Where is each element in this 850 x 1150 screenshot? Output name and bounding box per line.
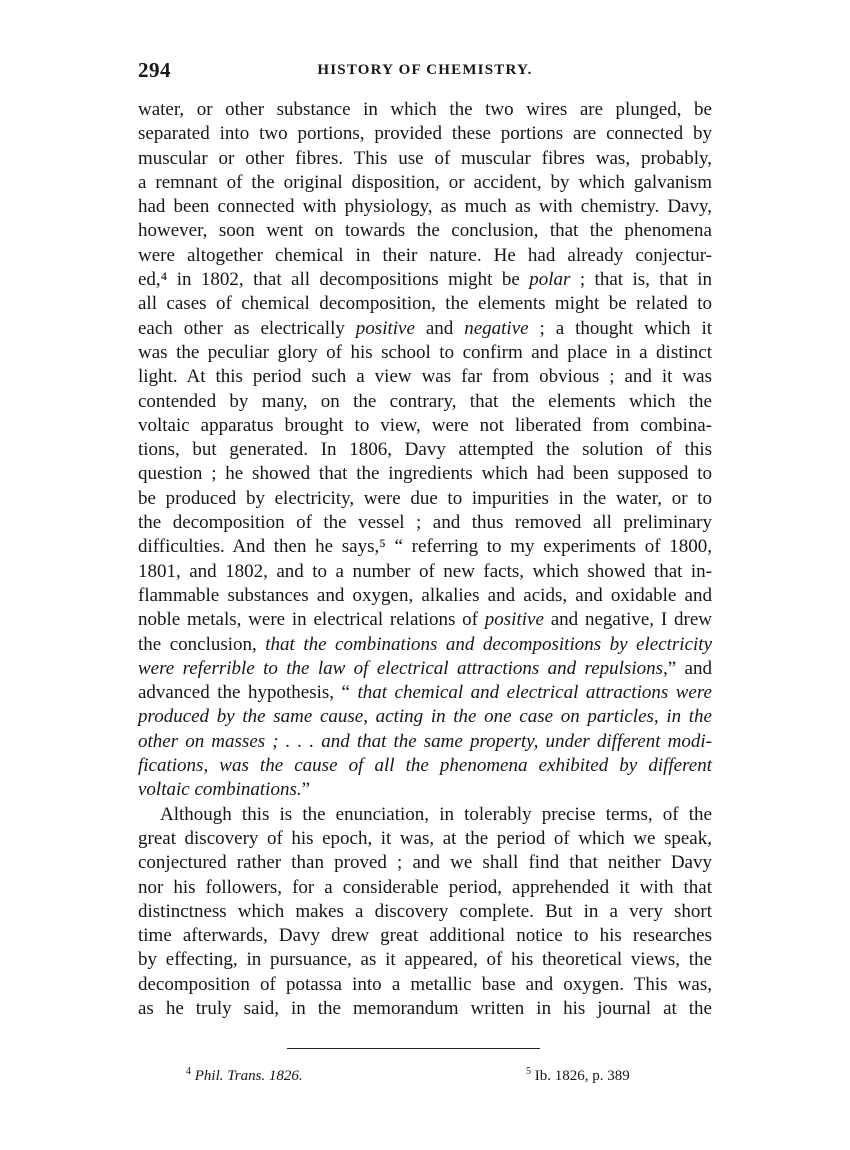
text-line: a remnant of the original disposition, or accident, by which galvanism	[138, 171, 712, 193]
page-number: 294	[138, 58, 171, 82]
text-line: be produced by electricity, were due to impurities in the water, or to	[138, 487, 712, 509]
text-line: muscular or other fibres. This use of muscular fibres was, probably,	[138, 147, 712, 169]
text-line: difficulties. And then he says,⁵ “ referring to my experiments of 1800,	[138, 536, 712, 558]
text-line: question ; he showed that the ingredients which had been supposed to	[138, 463, 712, 485]
text-line: as he truly said, in the memorandum written in his journal at the	[138, 997, 712, 1019]
text-line: all cases of chemical decomposition, the elements might be related to	[138, 293, 712, 315]
text-line: were referrible to the law of electrical attractions and repulsions,” and	[138, 657, 712, 679]
text-line: noble metals, were in electrical relations of positive and negative, I drew	[138, 609, 712, 631]
text-line: water, or other substance in which the two wires are plunged, be	[138, 99, 712, 120]
footnote-text: Ib. 1826, p. 389	[534, 1068, 630, 1084]
text-line: distinctness which makes a discovery complete. But in a very short	[138, 900, 712, 922]
text-line: was the peculiar glory of his school to confirm and place in a distinct	[138, 341, 712, 363]
footnote-4	[186, 1068, 303, 1085]
footnote-divider	[287, 1048, 540, 1049]
text-line: each other as electrically positive and negative ; a thought which it	[138, 317, 713, 339]
text-line: fications, was the cause of all the phenomena exhibited by different	[138, 755, 712, 777]
text-line: separated into two portions, provided these portions are connected by	[138, 123, 712, 145]
paragraph-2	[138, 803, 712, 1022]
text-line: were altogether chemical in their nature. He had already conjectur-	[138, 244, 712, 266]
text-line: time afterwards, Davy drew great additional notice to his researches	[138, 925, 712, 947]
footnote-text: Phil. Trans. 1826.	[194, 1068, 303, 1084]
paragraph-1	[138, 98, 712, 803]
text-line: great discovery of his epoch, it was, at the period of which we speak,	[138, 827, 712, 849]
text-line: decomposition of potassa into a metallic base and oxygen. This was,	[138, 973, 712, 995]
text-line: conjectured rather than proved ; and we shall find that neither Davy	[138, 852, 712, 874]
text-line: flammable substances and oxygen, alkalies and acids, and oxidable and	[138, 584, 712, 606]
footnote-marker: 5	[526, 1066, 531, 1077]
text-line: voltaic combinations.”	[138, 779, 311, 801]
text-line: advanced the hypothesis, “ that chemical and electrical attractions were	[138, 682, 712, 704]
text-line: contended by many, on the contrary, that the elements which the	[138, 390, 712, 412]
text-line: the decomposition of the vessel ; and thus removed all preliminary	[138, 512, 712, 534]
page-header	[138, 58, 712, 88]
text-line: produced by the same cause, acting in the one case on particles, in the	[138, 706, 712, 728]
text-line: tions, but generated. In 1806, Davy attempted the solution of this	[138, 439, 712, 461]
text-line: however, soon went on towards the conclusion, that the phenomena	[138, 220, 712, 242]
body-text	[138, 98, 712, 1021]
text-line: by effecting, in pursuance, as it appeared, of his theoretical views, the	[138, 949, 712, 971]
text-line: light. At this period such a view was far from obvious ; and it was	[138, 366, 712, 388]
text-line: voltaic apparatus brought to view, were not liberated from combina-	[138, 414, 712, 436]
text-line: had been connected with physiology, as much as with chemistry. Davy,	[138, 196, 712, 218]
text-line: Although this is the enunciation, in tolerably precise terms, of the	[160, 803, 712, 825]
footnote-marker: 4	[186, 1066, 191, 1077]
text-line: ed,⁴ in 1802, that all decompositions might be polar ; that is, that in	[138, 269, 712, 291]
text-line: nor his followers, for a considerable period, apprehended it with that	[138, 876, 712, 898]
text-line: the conclusion, that the combinations and decompositions by electricity	[138, 633, 712, 655]
running-title: HISTORY OF CHEMISTRY.	[317, 62, 533, 78]
footnote-5	[526, 1068, 630, 1085]
text-line: other on masses ; . . . and that the same property, under different modi-	[138, 730, 712, 752]
text-line: 1801, and 1802, and to a number of new facts, which showed that in-	[138, 560, 712, 582]
